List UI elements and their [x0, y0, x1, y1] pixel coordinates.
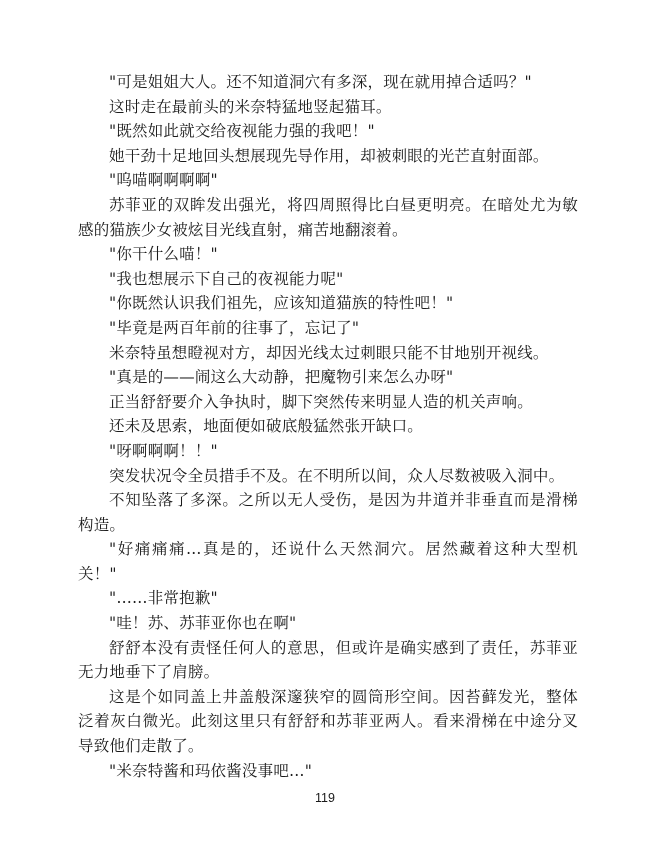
paragraph: 这时走在最前头的米奈特猛地竖起猫耳。 [109, 97, 392, 116]
paragraph: 不知坠落了多深。之所以无人受伤，是因为井道并非垂直而是滑梯构造。 [78, 491, 578, 534]
paragraph: "呜喵啊啊啊啊" [109, 171, 218, 190]
paragraph: "你既然认识我们祖先，应该知道猫族的特性吧！" [109, 294, 454, 313]
paragraph: "既然如此就交给夜视能力强的我吧！" [109, 122, 375, 141]
paragraph: "我也想展示下自己的夜视能力呢" [109, 269, 344, 288]
paragraph: "米奈特酱和玛依酱没事吧…" [109, 761, 313, 780]
paragraph: "你干什么喵！" [109, 245, 218, 264]
paragraph: 米奈特虽想瞪视对方，却因光线太过刺眼只能不甘地别开视线。 [109, 343, 549, 362]
paragraph: "可是姐姐大人。还不知道洞穴有多深，现在就用掉合适吗？" [109, 73, 532, 91]
paragraph: 突发状况令全员措手不及。在不明所以间，众人尽数被吸入洞中。 [109, 466, 565, 485]
paragraph: 这是个如同盖上井盖般深邃狭窄的圆筒形空间。因苔藓发光，整体泛着灰白微光。此刻这里只有舒舒和苏菲亚两人。看来滑梯在中途分叉导致他们走散了。 [78, 687, 578, 756]
paragraph: 还未及思索，地面便如破底般猛然张开缺口。 [109, 417, 424, 436]
page-number: 119 [315, 791, 335, 805]
paragraph: 她干劲十足地回头想展现先导作用，却被刺眼的光芒直射面部。 [109, 146, 549, 165]
paragraph: "哇！苏、苏菲亚你也在啊" [109, 614, 297, 633]
paragraph: 苏菲亚的双眸发出强光，将四周照得比白昼更明亮。在暗处尤为敏感的猫族少女被炫目光线直射，痛苦地翻滚着。 [78, 195, 578, 239]
paragraph: "好痛痛痛...真是的，还说什么天然洞穴。居然藏着这种大型机关！" [78, 540, 578, 583]
paragraph: "真是的——闹这么大动静，把魔物引来怎么办呀" [109, 368, 454, 387]
paragraph: "毕竟是两百年前的往事了，忘记了" [109, 318, 360, 337]
paragraph: "呀啊啊啊！！" [109, 441, 218, 460]
paragraph: 正当舒舒要介入争执时，脚下突然传来明显人造的机关声响。 [109, 392, 533, 411]
paragraph: 舒舒本没有责怪任何人的意思，但或许是确实感到了责任，苏菲亚无力地垂下了肩膀。 [78, 638, 578, 682]
paragraph: "……非常抱歉" [109, 589, 218, 608]
body-text [78, 70, 578, 783]
